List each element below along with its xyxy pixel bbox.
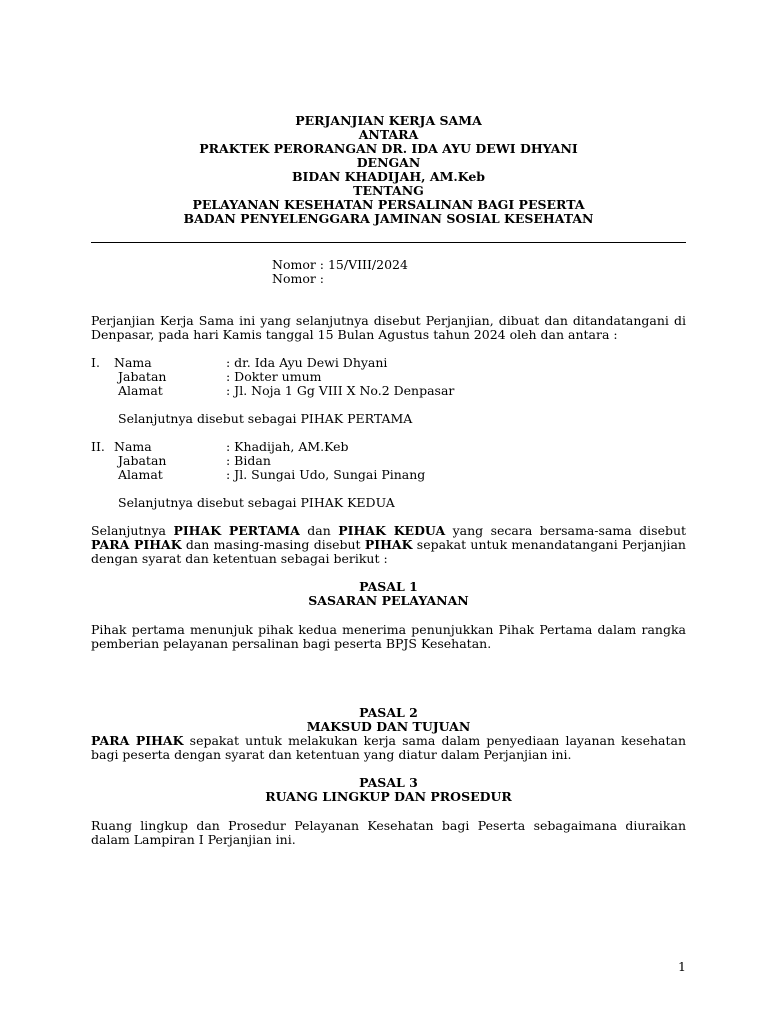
party-two-note: Selanjutnya disebut sebagai PIHAK KEDUA (118, 495, 395, 510)
intro-paragraph: Perjanjian Kerja Sama ini yang selanjutnya disebut Perjanjian, dibuat dan ditandatangani di Denpasar, pada hari Kamis tanggal 15 Bulan Agustus tahun 2024 oleh dan antara : (91, 313, 686, 342)
title-divider (91, 242, 686, 243)
title-line: ANTARA (358, 127, 419, 142)
field-value: : Dokter umum (226, 369, 322, 384)
pasal-2-subheading: MAKSUD DAN TUJUAN (306, 719, 471, 734)
agreement-paragraph (91, 524, 686, 566)
agreement-bold: PIHAK (364, 537, 413, 552)
field-value: : Bidan (226, 453, 271, 468)
party-one-row-jabatan (91, 370, 686, 384)
pasal-2-body (91, 734, 686, 762)
party-one-details (91, 356, 686, 398)
agreement-text: yang secara bersama-sama disebut (445, 523, 687, 538)
agreement-text: dan (299, 523, 339, 538)
field-label: Alamat (118, 467, 163, 482)
document-title (91, 114, 686, 226)
pasal-1-body: Pihak pertama menunjuk pihak kedua menerima penunjukkan Pihak Pertama dalam rangka pemberian pelayanan persalinan bagi peserta BPJS Kesehatan. (91, 622, 686, 651)
agreement-text: sepakat untuk menandatangani Perjanjian dengan syarat dan ketentuan sebagai berikut : (91, 537, 686, 566)
title-line: PERJANJIAN KERJA SAMA (295, 113, 482, 128)
agreement-bold: PARA PIHAK (91, 537, 182, 552)
pasal-1-heading: PASAL 1 (359, 579, 418, 594)
agreement-bold: PIHAK PERTAMA (173, 523, 300, 538)
field-label: Jabatan (118, 453, 167, 468)
nomor-line-1: Nomor : 15/VIII/2024 (272, 257, 408, 272)
field-value: : Jl. Sungai Udo, Sungai Pinang (226, 467, 426, 482)
party-one-number: I. (91, 355, 100, 370)
title-line: DENGAN (356, 155, 421, 170)
pasal-3-heading: PASAL 3 (359, 775, 418, 790)
party-two-row-jabatan (91, 454, 686, 468)
title-line: BADAN PENYELENGGARA JAMINAN SOSIAL KESEHATAN (183, 211, 594, 226)
party-one-row-name (91, 356, 686, 370)
title-line: BIDAN KHADIJAH, AM.Keb (291, 169, 486, 184)
pasal-1-subheading: SASARAN PELAYANAN (308, 593, 469, 608)
field-label: Nama (114, 439, 152, 454)
agreement-text: dan masing-masing disebut (181, 537, 365, 552)
title-line: PELAYANAN KESEHATAN PERSALINAN BAGI PESERTA (192, 197, 585, 212)
pasal-3-subheading: RUANG LINGKUP DAN PROSEDUR (265, 789, 512, 804)
field-label: Jabatan (118, 369, 167, 384)
pasal-2-heading: PASAL 2 (359, 705, 418, 720)
field-label: Nama (114, 355, 152, 370)
party-one-row-alamat (91, 384, 686, 398)
party-two-details (91, 440, 686, 482)
party-two-row-alamat (91, 468, 686, 482)
page-number: 1 (678, 959, 686, 974)
field-label: Alamat (118, 383, 163, 398)
pasal-3-body: Ruang lingkup dan Prosedur Pelayanan Kesehatan bagi Peserta sebagaimana diuraikan dalam Lampiran I Perjanjian ini. (91, 818, 686, 847)
party-one-note: Selanjutnya disebut sebagai PIHAK PERTAMA (118, 411, 413, 426)
agreement-text: Selanjutnya (91, 523, 174, 538)
nomor-line-2: Nomor : (272, 271, 325, 286)
party-two-number: II. (91, 439, 105, 454)
title-line: PRAKTEK PERORANGAN DR. IDA AYU DEWI DHYANI (199, 141, 578, 156)
field-value: : Jl. Noja 1 Gg VIII X No.2 Denpasar (226, 383, 455, 398)
party-two-row-name (91, 440, 686, 454)
field-value: : dr. Ida Ayu Dewi Dhyani (226, 355, 388, 370)
agreement-bold: PIHAK KEDUA (338, 523, 446, 538)
pasal-2-bold-lead: PARA PIHAK (91, 733, 184, 748)
field-value: : Khadijah, AM.Keb (226, 439, 349, 454)
title-line: TENTANG (353, 183, 424, 198)
pasal-2-text: sepakat untuk melakukan kerja sama dalam penyediaan layanan kesehatan bagi peserta dengan syarat dan ketentuan yang diatur dalam Perjanjian ini. (91, 733, 686, 762)
